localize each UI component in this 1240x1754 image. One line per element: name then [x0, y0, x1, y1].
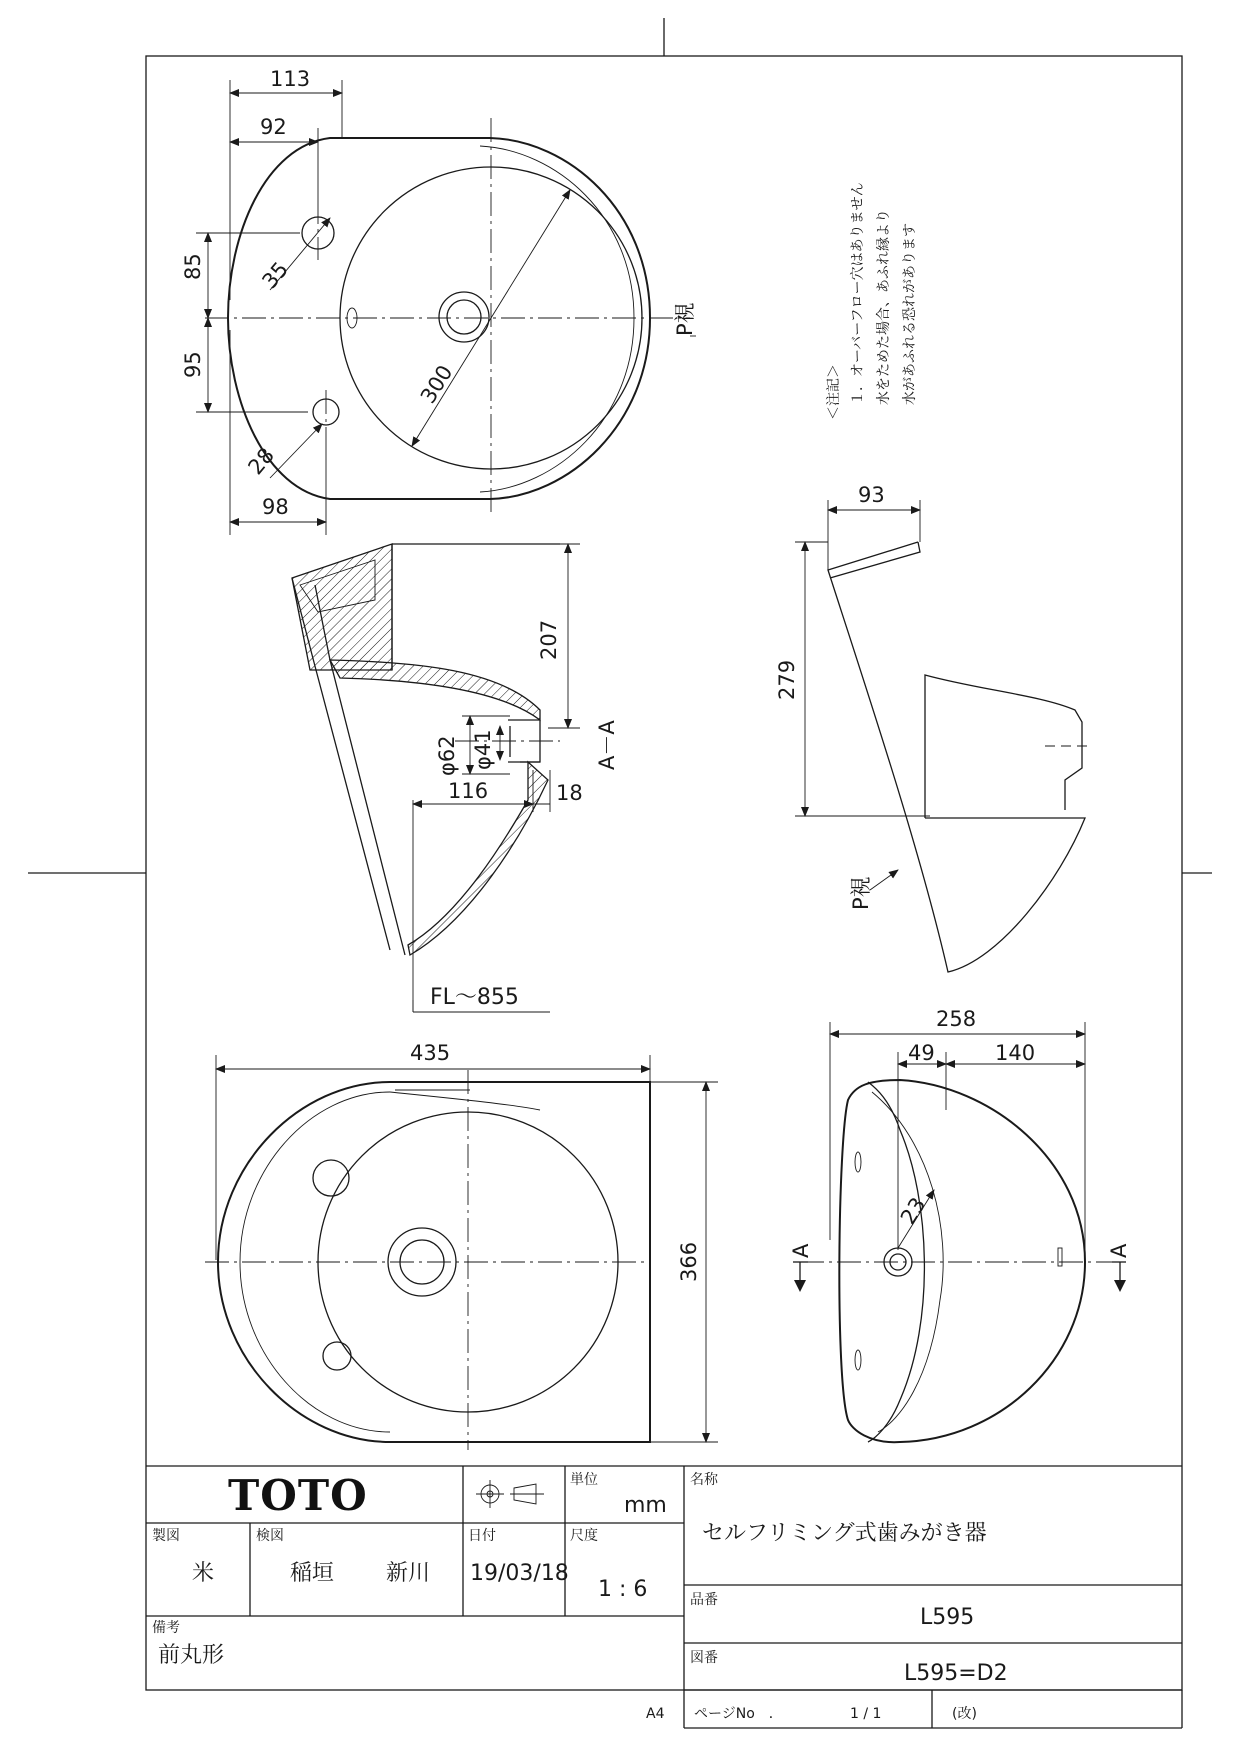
remarks-value: 前丸形 — [158, 1643, 225, 1668]
section-label: A－A — [595, 720, 619, 770]
drawing-number-label: 図番 — [690, 1650, 718, 1666]
p-view-label-side: P視 — [849, 876, 873, 910]
dim-300: 300 — [415, 360, 458, 408]
remarks-label: 備考 — [152, 1620, 180, 1636]
page-value: 1 / 1 — [850, 1706, 882, 1722]
name-label: 名称 — [690, 1472, 718, 1488]
drawn-value: 米 — [192, 1561, 215, 1586]
paper-size: A4 — [646, 1706, 665, 1722]
dim-435: 435 — [410, 1041, 451, 1065]
notes — [826, 182, 918, 420]
dim-phi62: φ62 — [435, 735, 459, 776]
drawn-label: 製図 — [152, 1528, 180, 1544]
dim-279: 279 — [775, 659, 799, 700]
notes-line-3: 水があふれる恐れがあります — [902, 223, 918, 405]
date-value: 19/03/18 — [470, 1561, 569, 1586]
toto-logo: TOTO — [228, 1471, 368, 1520]
dim-366: 366 — [677, 1241, 701, 1282]
front-view — [205, 1055, 718, 1450]
dim-116: 116 — [448, 779, 489, 803]
dim-95: 95 — [181, 351, 205, 378]
date-label: 日付 — [468, 1528, 496, 1544]
dim-207: 207 — [537, 619, 561, 660]
notes-heading: ＜注記＞ — [826, 364, 842, 420]
dim-98: 98 — [262, 495, 289, 519]
dim-35: 35 — [257, 257, 294, 294]
revision-mark: (改) — [952, 1706, 977, 1722]
dim-23: 23 — [895, 1193, 931, 1229]
scale-label: 尺度 — [570, 1528, 598, 1544]
dim-93: 93 — [858, 483, 885, 507]
dim-85: 85 — [181, 253, 205, 280]
dim-28: 28 — [243, 443, 280, 480]
section-arrow-left: A — [789, 1243, 813, 1258]
title-block-text — [152, 1471, 1008, 1722]
unit-value: mm — [624, 1493, 667, 1518]
front-view-labels — [410, 1041, 701, 1282]
dim-49: 49 — [908, 1041, 935, 1065]
dim-113: 113 — [270, 67, 311, 91]
dim-258: 258 — [936, 1007, 977, 1031]
dim-140: 140 — [995, 1041, 1036, 1065]
product-name: セルフリミング式歯みがき器 — [702, 1521, 987, 1546]
checked-value-2: 新川 — [386, 1561, 431, 1586]
side-view — [795, 500, 1090, 972]
top-view-labels — [181, 67, 697, 519]
floor-level-label: FL～855 — [430, 985, 519, 1010]
product-number: L595 — [920, 1605, 975, 1630]
notes-line-2: 水をためた場合、あふれ縁より — [876, 209, 892, 405]
dim-phi41: φ41 — [471, 729, 495, 770]
p-view-label-top: P視 — [673, 302, 697, 336]
section-arrow-right: A — [1107, 1243, 1131, 1258]
checked-label: 検図 — [256, 1528, 284, 1544]
dim-92: 92 — [260, 115, 287, 139]
notes-line-1: １．オーバーフロー穴はありません — [850, 182, 866, 405]
plan-view — [793, 1022, 1126, 1442]
scale-value: 1 : 6 — [598, 1577, 648, 1602]
sheet-frame — [28, 18, 1212, 1690]
unit-label: 単位 — [570, 1472, 598, 1488]
checked-value-1: 稲垣 — [290, 1561, 335, 1586]
page-label: ページNo ． — [694, 1706, 783, 1722]
drawing-number: L595=D2 — [904, 1661, 1008, 1686]
section-view — [292, 544, 580, 1012]
product-number-label: 品番 — [690, 1592, 718, 1608]
dim-18: 18 — [556, 781, 583, 805]
